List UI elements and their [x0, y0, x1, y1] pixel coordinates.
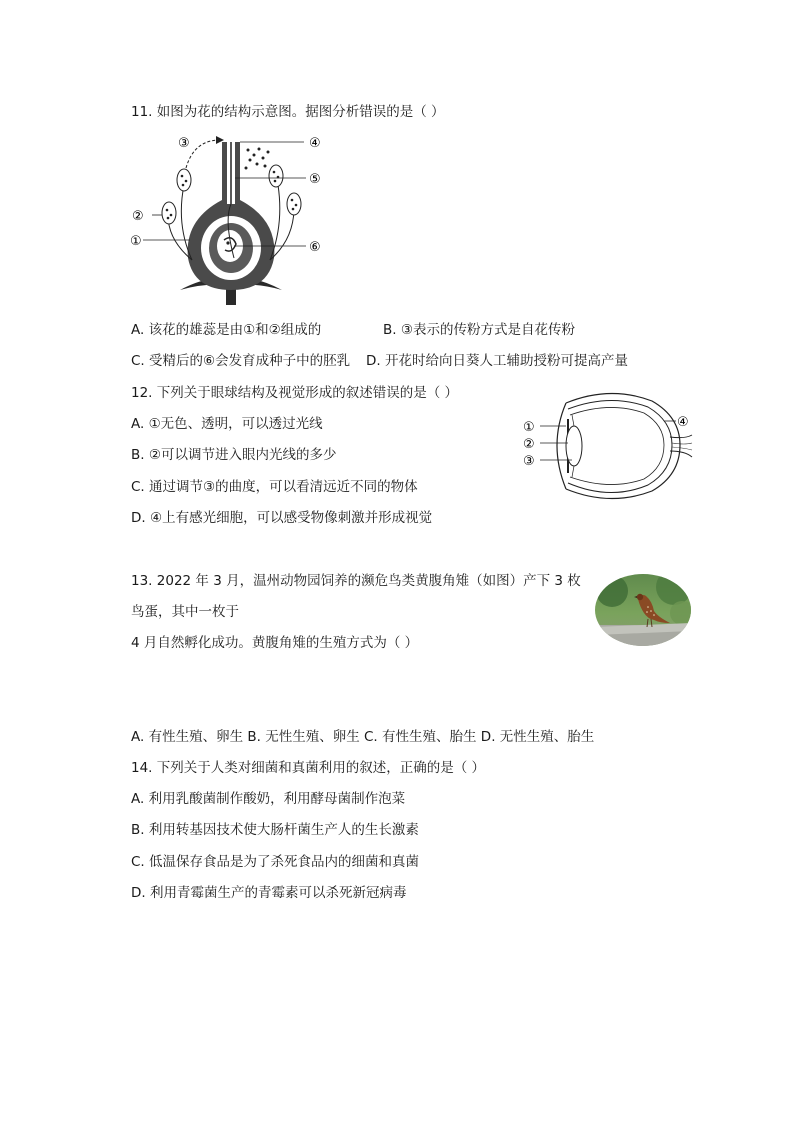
q14-option-d: D. 利用青霉菌生产的青霉素可以杀死新冠病毒 — [131, 885, 407, 901]
q13-stem-line2: 鸟蛋，其中一枚于 — [131, 604, 239, 620]
flower-label-3: ③ — [178, 136, 190, 151]
flower-label-5: ⑤ — [309, 172, 321, 187]
eye-label-3: ③ — [523, 454, 535, 469]
eye-label-2: ② — [523, 437, 535, 452]
q14-option-c: C. 低温保存食品是为了杀死食品内的细菌和真菌 — [131, 854, 420, 870]
q12-option-c: C. 通过调节③的曲度，可以看清远近不同的物体 — [131, 479, 418, 495]
q12-option-a: A. ①无色、透明，可以透过光线 — [131, 416, 323, 432]
q14-stem: 14. 下列关于人类对细菌和真菌利用的叙述，正确的是（ ） — [131, 760, 486, 776]
flower-label-2: ② — [132, 209, 144, 224]
flower-label-4: ④ — [309, 136, 321, 151]
eyeball-structure-diagram — [520, 385, 695, 507]
q11-stem: 11. 如图为花的结构示意图。据图分析错误的是（ ） — [131, 104, 445, 120]
q13-options: A. 有性生殖、卵生 B. 无性生殖、卵生 C. 有性生殖、胎生 D. 无性生殖、胎生 — [131, 729, 595, 745]
flower-label-6: ⑥ — [309, 240, 321, 255]
eye-label-4: ④ — [677, 415, 689, 430]
pheasant-photo — [594, 573, 692, 647]
q13-stem-line3: 4 月自然孵化成功。黄腹角雉的生殖方式为（ ） — [131, 635, 419, 651]
q12-stem: 12. 下列关于眼球结构及视觉形成的叙述错误的是（ ） — [131, 385, 459, 401]
q14-option-b: B. 利用转基因技术使大肠杆菌生产人的生长激素 — [131, 822, 419, 838]
q11-option-c: C. 受精后的⑥会发育成种子中的胚乳 — [131, 353, 351, 369]
eye-label-1: ① — [523, 420, 535, 435]
q13-stem-line1: 13. 2022 年 3 月，温州动物园饲养的濒危鸟类黄腹角雉（如图）产下 3 枚 — [131, 573, 581, 589]
q11-option-b: B. ③表示的传粉方式是自花传粉 — [383, 322, 575, 338]
q14-option-a: A. 利用乳酸菌制作酸奶，利用酵母菌制作泡菜 — [131, 791, 406, 807]
q12-option-b: B. ②可以调节进入眼内光线的多少 — [131, 447, 337, 463]
flower-structure-diagram — [128, 130, 338, 310]
flower-label-1: ① — [130, 234, 142, 249]
q11-option-d: D. 开花时给向日葵人工辅助授粉可提高产量 — [366, 353, 628, 369]
q11-option-a: A. 该花的雄蕊是由①和②组成的 — [131, 322, 322, 338]
q12-option-d: D. ④上有感光细胞，可以感受物像刺激并形成视觉 — [131, 510, 433, 526]
